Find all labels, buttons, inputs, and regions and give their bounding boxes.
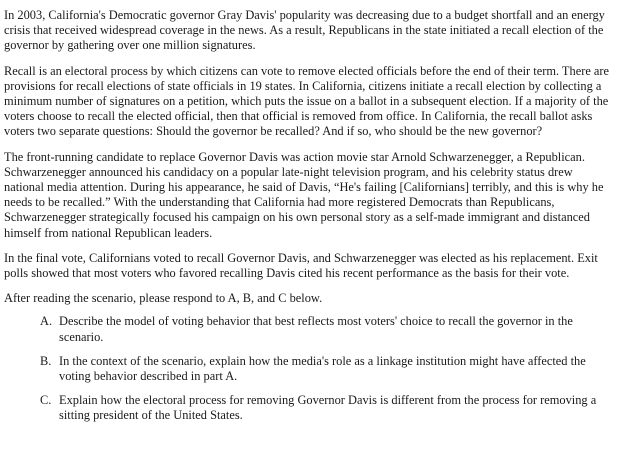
scenario-paragraph-4: In the final vote, Californians voted to recall Governor Davis, and Schwarzenegger was elected as his replacement. Exit polls showed that most voters who favored recalling Davis cited his recent performance as the basis for their vote. [4, 250, 598, 281]
question-text: Explain how the electoral process for removing Governor Davis is different from the process for removing a sitting president of the United States. [59, 393, 597, 423]
question-text: In the context of the scenario, explain how the media's role as a linkage institution might have affected the voting behavior described in part A. [59, 353, 586, 384]
scenario-paragraph-1: In 2003, California's Democratic governor Gray Davis' popularity was decreasing due to a budget shortfall and an energy crisis that received widespread coverage in the news. As a result, Republicans in the state initiated a recall election of the governor by gathering over one million signatures. [4, 8, 605, 53]
instructions-prompt: After reading the scenario, please respond to A, B, and C below. [4, 291, 323, 306]
question-b [40, 354, 612, 384]
question-a [40, 314, 612, 344]
question-c [40, 393, 612, 423]
scenario-paragraph-2: Recall is an electoral process by which citizens can vote to remove elected officials before the end of their term. There are provisions for recall elections of state officials in 19 states. In California, citizens initiate a recall election by collecting a minimum number of signatures on a petition, which puts the issue on a ballot in a subsequent election. If a majority of the voters choose to recall the elected official, then that official is removed from office. In California, the recall ballot asks voters two separate questions: Should the governor be recalled? And if so, who should be the new governor? [4, 63, 610, 139]
question-letter: A. [40, 314, 53, 329]
question-letter: B. [40, 353, 52, 368]
question-letter: C. [40, 393, 52, 408]
question-list [4, 314, 612, 423]
question-text: Describe the model of voting behavior that best reflects most voters' choice to recall the governor in the scenario. [59, 314, 573, 344]
scenario-paragraph-3: The front-running candidate to replace Governor Davis was action movie star Arnold Schwarzenegger, a Republican. Schwarzenegger announced his candidacy on a popular late-night television program, and his celebrity status drew national media attention. During his appearance, he said of Davis, “He's failing [Californians] terribly, and this is why he needs to be recalled.” With the understanding that California had more registered Democrats than Republicans, Schwarzenegger strategically focused his campaign on his own personal story as a self-made immigrant and distanced himself from national Republican leaders. [4, 149, 604, 240]
